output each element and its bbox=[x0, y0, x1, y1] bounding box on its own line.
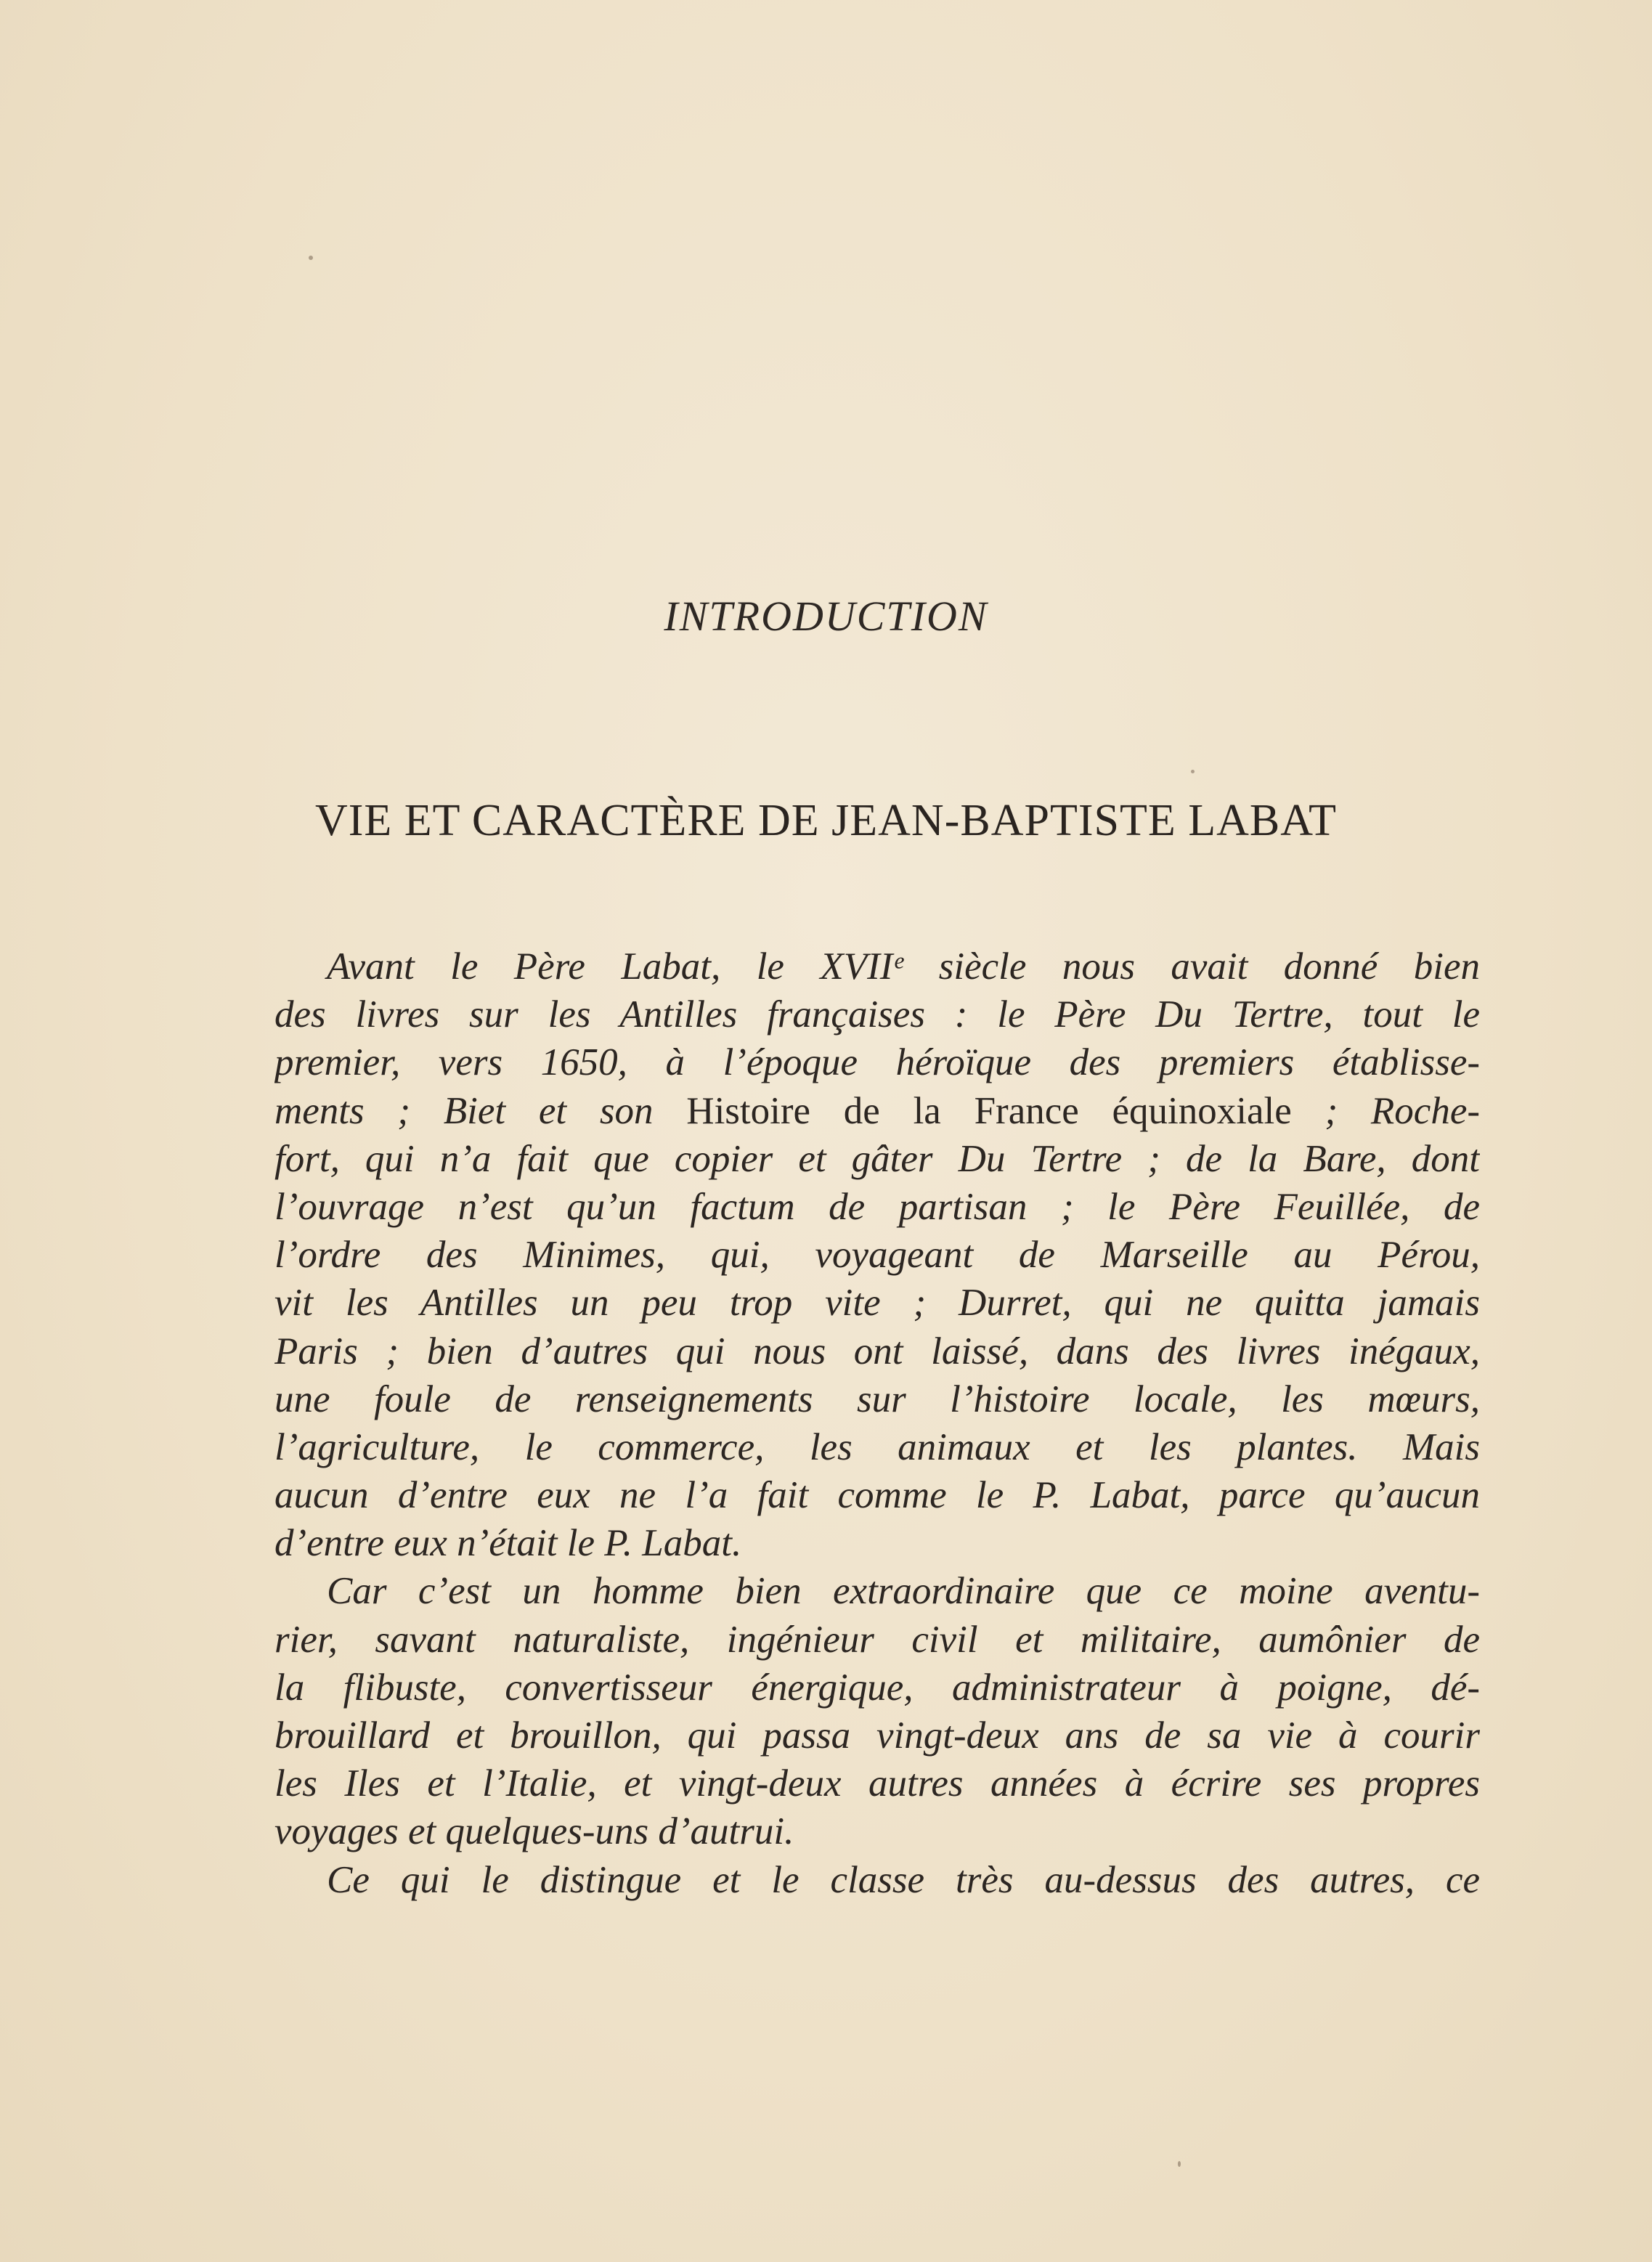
text-line: voyages et quelques-uns d’autrui. bbox=[274, 1810, 794, 1853]
paper-speck bbox=[309, 256, 313, 260]
text-line: une foule de renseignements sur l’histoire locale, les mœurs, bbox=[274, 1378, 1480, 1420]
section-heading: INTRODUCTION bbox=[664, 593, 988, 640]
text-line: les Iles et l’Italie, et vingt-deux autres années à écrire ses propres bbox=[274, 1762, 1480, 1805]
text-line: rier, savant naturaliste, ingénieur civil et militaire, aumônier de bbox=[274, 1618, 1480, 1661]
text-fragment: ; Roche- bbox=[1291, 1089, 1480, 1132]
paper-speck bbox=[1191, 770, 1195, 773]
text-line: Avant le Père Labat, le XVIIᵉ siècle nous avait donné bien bbox=[327, 945, 1480, 988]
text-line: Paris ; bien d’autres qui nous ont laissé, dans des livres inégaux, bbox=[274, 1330, 1480, 1372]
text-line: brouillard et brouillon, qui passa vingt-deux ans de sa vie à courir bbox=[274, 1714, 1480, 1757]
text-line: fort, qui n’a fait que copier et gâter Du Tertre ; de la Bare, dont bbox=[274, 1137, 1480, 1180]
text-line bbox=[274, 1087, 1480, 1135]
text-line: des livres sur les Antilles françaises : le Père Du Tertre, tout le bbox=[274, 993, 1480, 1036]
text-line: l’agriculture, le commerce, les animaux et les plantes. Mais bbox=[274, 1425, 1480, 1468]
text-line: vit les Antilles un peu trop vite ; Durret, qui ne quitta jamais bbox=[274, 1282, 1480, 1325]
text-line: l’ordre des Minimes, qui, voyageant de Marseille au Pérou, bbox=[274, 1234, 1480, 1277]
body-text bbox=[274, 943, 1480, 1904]
text-line: Ce qui le distingue et le classe très au-dessus des autres, ce bbox=[327, 1858, 1480, 1901]
text-line: la flibuste, convertisseur énergique, administrateur à poigne, dé- bbox=[274, 1666, 1480, 1709]
text-line: Car c’est un homme bien extraordinaire que ce moine aventu- bbox=[327, 1570, 1480, 1613]
text-line: premier, vers 1650, à l’époque héroïque des premiers établisse- bbox=[274, 1041, 1480, 1084]
paper-speck bbox=[1178, 2161, 1181, 2167]
text-fragment: ments ; Biet et son bbox=[274, 1089, 654, 1132]
text-line: aucun d’entre eux ne l’a fait comme le P. Labat, parce qu’aucun bbox=[274, 1474, 1480, 1517]
book-title: Histoire de la France équinoxiale bbox=[686, 1089, 1292, 1132]
text-line: d’entre eux n’était le P. Labat. bbox=[274, 1522, 742, 1565]
chapter-title: VIE ET CARACTÈRE DE JEAN-BAPTISTE LABAT bbox=[315, 796, 1337, 845]
text-line: l’ouvrage n’est qu’un factum de partisan ; le Père Feuillée, de bbox=[274, 1185, 1480, 1228]
